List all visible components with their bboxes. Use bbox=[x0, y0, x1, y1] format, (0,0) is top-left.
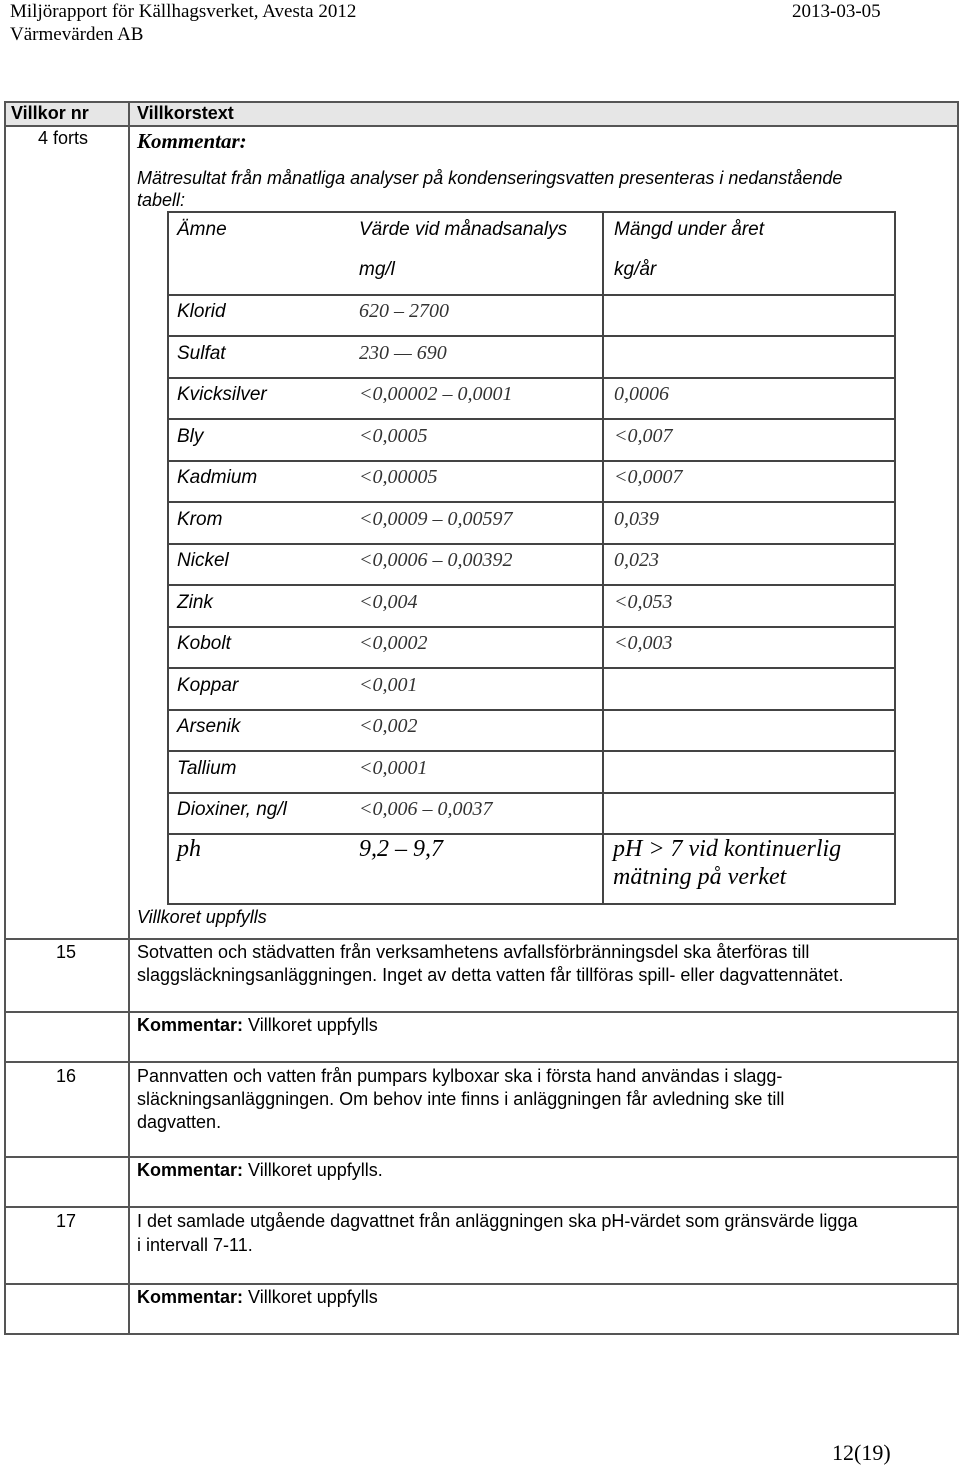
row-4-intro-2: tabell: bbox=[137, 190, 186, 210]
row-divider bbox=[4, 1206, 959, 1208]
ph-amount-line-2: mätning på verket bbox=[613, 864, 787, 890]
report-title: Miljörapport för Källhagsverket, Avesta 2012 bbox=[10, 1, 357, 22]
page-number: 12(19) bbox=[832, 1440, 891, 1465]
company-name: Värmevärden AB bbox=[10, 24, 144, 45]
substance-value: <0,0005 bbox=[359, 425, 428, 447]
substance-name: Bly bbox=[177, 426, 204, 447]
substance-amount: 0,039 bbox=[614, 508, 659, 530]
inner-header-amne: Ämne bbox=[177, 219, 227, 240]
inner-row-divider bbox=[167, 418, 896, 420]
report-date: 2013-03-05 bbox=[792, 1, 881, 22]
substance-value: <0,0001 bbox=[359, 757, 428, 779]
substance-name: Krom bbox=[177, 509, 223, 530]
row-15-text-line-2: slaggsläckningsanläggningen. Inget av detta vatten får tillföras spill- eller dagvattennätet. bbox=[137, 965, 844, 985]
col-header-villkorstext: Villkorstext bbox=[137, 103, 234, 123]
substance-value: 230 — 690 bbox=[359, 342, 447, 364]
substance-value: <0,006 – 0,0037 bbox=[359, 798, 493, 820]
inner-row-divider bbox=[167, 709, 896, 711]
row-17-kommentar-label: Kommentar: bbox=[137, 1287, 244, 1307]
inner-header-unit-mangd: kg/år bbox=[614, 259, 657, 280]
row-16-text-line-2: släckningsanläggningen. Om behov inte finns i anläggningen får avledning ske till bbox=[137, 1089, 785, 1109]
inner-row-divider bbox=[167, 750, 896, 752]
substance-value: <0,0006 – 0,00392 bbox=[359, 549, 513, 571]
substance-name: Kadmium bbox=[177, 467, 258, 488]
row-16-text-line-1: Pannvatten och vatten från pumpars kylboxar ska i första hand användas i slagg- bbox=[137, 1066, 783, 1086]
row-16-nr: 16 bbox=[56, 1066, 77, 1086]
row-divider bbox=[4, 938, 959, 940]
substance-amount: 0,0006 bbox=[614, 383, 669, 405]
inner-row-divider bbox=[167, 584, 896, 586]
row-divider bbox=[4, 1061, 959, 1063]
substance-name: Zink bbox=[177, 592, 213, 613]
substance-name: Klorid bbox=[177, 301, 226, 322]
inner-row-divider bbox=[167, 833, 896, 835]
substance-value: <0,00002 – 0,0001 bbox=[359, 383, 513, 405]
substance-name: Kvicksilver bbox=[177, 384, 267, 405]
substance-name: Tallium bbox=[177, 758, 237, 779]
inner-row-divider bbox=[167, 294, 896, 296]
inner-row-divider bbox=[167, 792, 896, 794]
substance-value: <0,00005 bbox=[359, 466, 438, 488]
substance-value: <0,0002 bbox=[359, 632, 428, 654]
inner-row-divider bbox=[167, 460, 896, 462]
inner-row-divider bbox=[167, 501, 896, 503]
ph-value: 9,2 – 9,7 bbox=[359, 836, 443, 862]
row-16-text-line-3: dagvatten. bbox=[137, 1112, 222, 1132]
row-16-kommentar-text: Villkoret uppfylls. bbox=[243, 1160, 383, 1180]
inner-row-divider bbox=[167, 377, 896, 379]
inner-row-divider bbox=[167, 335, 896, 337]
substance-name: Dioxiner, ng/l bbox=[177, 799, 287, 820]
substance-value: <0,004 bbox=[359, 591, 418, 613]
inner-header-varde: Värde vid månadsanalys bbox=[359, 219, 568, 240]
row-4-nr: 4 forts bbox=[38, 128, 89, 148]
row-15-text-line-1: Sotvatten och städvatten från verksamhetens avfallsförbränningsdel ska återföras till bbox=[137, 942, 810, 962]
inner-row-divider bbox=[167, 543, 896, 545]
inner-row-divider bbox=[167, 667, 896, 669]
substance-amount: <0,007 bbox=[614, 425, 673, 447]
row-15-kommentar-label: Kommentar: bbox=[137, 1015, 244, 1035]
substance-value: <0,002 bbox=[359, 715, 418, 737]
row-16-kommentar-label: Kommentar: bbox=[137, 1160, 244, 1180]
ph-name: ph bbox=[177, 836, 201, 862]
row-divider bbox=[4, 1283, 959, 1285]
substance-name: Koppar bbox=[177, 675, 239, 696]
substance-name: Sulfat bbox=[177, 343, 226, 364]
row-15-nr: 15 bbox=[56, 942, 77, 962]
column-divider bbox=[128, 101, 130, 1335]
header-divider bbox=[4, 125, 959, 127]
inner-column-divider bbox=[602, 211, 604, 905]
substance-name: Nickel bbox=[177, 550, 229, 571]
row-17-kommentar-text: Villkoret uppfylls bbox=[243, 1287, 378, 1307]
substance-value: <0,0009 – 0,00597 bbox=[359, 508, 513, 530]
substance-amount: <0,053 bbox=[614, 591, 673, 613]
row-4-outcome: Villkoret uppfylls bbox=[137, 907, 267, 927]
row-15-kommentar-text: Villkoret uppfylls bbox=[243, 1015, 378, 1035]
row-17-nr: 17 bbox=[56, 1211, 77, 1231]
ph-amount-line-1: pH > 7 vid kontinuerlig bbox=[613, 836, 842, 862]
substance-amount: <0,003 bbox=[614, 632, 673, 654]
inner-header-unit-varde: mg/l bbox=[359, 259, 395, 280]
row-4-kommentar-label: Kommentar: bbox=[137, 129, 247, 153]
substance-amount: 0,023 bbox=[614, 549, 659, 571]
row-4-intro: Mätresultat från månatliga analyser på kondenseringsvatten presenteras i nedanstående bbox=[137, 168, 843, 188]
substance-name: Kobolt bbox=[177, 633, 231, 654]
substance-value: <0,001 bbox=[359, 674, 418, 696]
row-17-text-line-1: I det samlade utgående dagvattnet från anläggningen ska pH-värdet som gränsvärde ligga bbox=[137, 1211, 858, 1231]
row-divider bbox=[4, 1011, 959, 1013]
inner-row-divider bbox=[167, 626, 896, 628]
substance-value: 620 – 2700 bbox=[359, 300, 449, 322]
row-divider bbox=[4, 1156, 959, 1158]
col-header-villkor-nr: Villkor nr bbox=[11, 103, 89, 123]
row-16-kommentar bbox=[137, 1160, 383, 1181]
row-17-kommentar bbox=[137, 1287, 378, 1308]
substance-amount: <0,0007 bbox=[614, 466, 683, 488]
row-17-text-line-2: i intervall 7-11. bbox=[137, 1235, 253, 1255]
row-15-kommentar bbox=[137, 1015, 378, 1036]
inner-header-mangd: Mängd under året bbox=[614, 219, 764, 240]
substance-name: Arsenik bbox=[177, 716, 241, 737]
